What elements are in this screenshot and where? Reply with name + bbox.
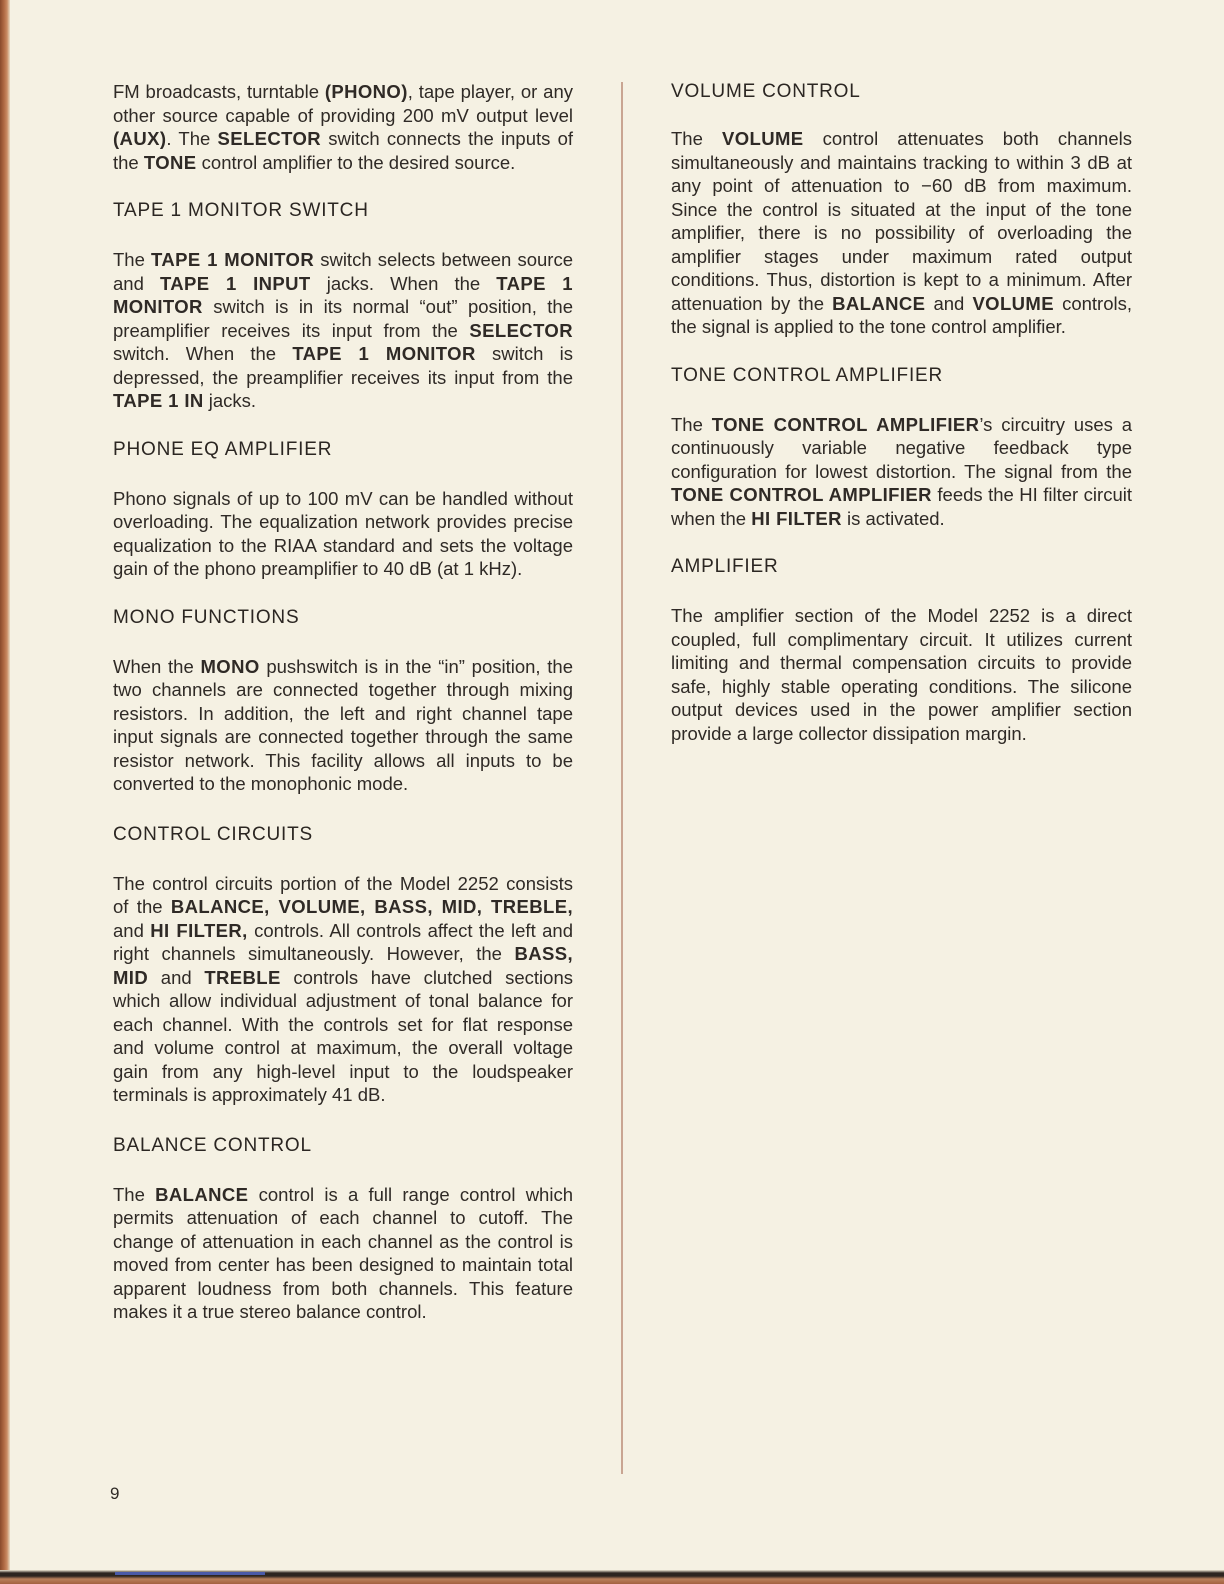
phone-eq-heading: PHONE EQ AMPLIFIER	[113, 438, 333, 460]
control-circuits-paragraph: The control circuits portion of the Model 2252 consists of the BALANCE, VOLUME, BASS, MID, TREBLE, and HI FILTER, controls. All controls affect the left and right channels simultaneously. However, the BASS, MID and TREBLE controls have clutched sections which allow individual adjustment of tonal balance for each channel. With the controls set for flat response and volume control at maximum, the overall voltage gain from any high-level input to the loudspeaker terminals is approximately 41 dB.	[113, 872, 573, 1105]
volume-control-heading: VOLUME CONTROL	[671, 81, 861, 102]
mono-functions-heading: MONO FUNCTIONS	[113, 606, 300, 628]
mono-functions-paragraph: When the MONO pushswitch is in the “in” position, the two channels are connected together through mixing resistors. In addition, the left and right channel tape input signals are connected together through the same resistor network. This facility allows all inputs to be converted to the monophonic mode.	[113, 655, 573, 794]
tone-control-amplifier-paragraph: The TONE CONTROL AMPLIFIER’s circuitry uses a continuously variable negative feedback type configuration for lowest distortion. The signal from the TONE CONTROL AMPLIFIER feeds the HI filter circuit when the HI FILTER is activated.	[671, 413, 1132, 529]
balance-control-paragraph: The BALANCE control is a full range control which permits attenuation of each channel to cutoff. The change of attenuation in each channel as the control is moved from center has been designed to maintain total apparent loudness from both channels. This feature makes it a true stereo balance control.	[113, 1183, 573, 1322]
amplifier-heading: AMPLIFIER	[671, 556, 779, 577]
page-spine-edge	[0, 0, 10, 1584]
intro-paragraph: FM broadcasts, turntable (PHONO), tape player, or any other source capable of providing 200 mV output level (AUX). The SELECTOR switch connects the inputs of the TONE control amplifier to the desired source.	[113, 81, 574, 173]
page-bottom-mark	[115, 1572, 265, 1575]
tape-monitor-heading: TAPE 1 MONITOR SWITCH	[113, 200, 369, 221]
tone-control-amplifier-heading: TONE CONTROL AMPLIFIER	[671, 364, 944, 386]
control-circuits-heading: CONTROL CIRCUITS	[113, 823, 313, 845]
left-column	[113, 80, 573, 1324]
volume-control-paragraph: The VOLUME control attenuates both channels simultaneously and maintains tracking to within 3 dB at any point of attenuation to −60 dB from maximum. Since the control is situated at the input of the tone amplifier, there is no possibility of overloading the amplifier stages under maximum rated output conditions. Thus, distortion is kept to a minimum. After attenuation by the BALANCE and VOLUME controls, the signal is applied to the tone control amplifier.	[671, 128, 1132, 337]
right-column	[671, 80, 1132, 745]
column-divider	[621, 82, 623, 1474]
balance-control-heading: BALANCE CONTROL	[113, 1134, 312, 1156]
page-number: 9	[110, 1484, 120, 1503]
tape-monitor-paragraph: The TAPE 1 MONITOR switch selects between source and TAPE 1 INPUT jacks. When the TAPE 1 MONITOR switch is in its normal “out” position, the preamplifier receives its input from the SELECTOR switch. When the TAPE 1 MONITOR switch is depressed, the preamplifier receives its input from the TAPE 1 IN jacks.	[113, 249, 573, 411]
phone-eq-paragraph: Phono signals of up to 100 mV can be handled without overloading. The equalization network provides precise equalization to the RIAA standard and sets the voltage gain of the phono preamplifier to 40 dB (at 1 kHz).	[113, 487, 573, 579]
amplifier-paragraph: The amplifier section of the Model 2252 is a direct coupled, full complimentary circuit. It utilizes current limiting and thermal compensation circuits to provide safe, highly stable operating conditions. The silicone output devices used in the power amplifier section provide a large collector dissipation margin.	[671, 605, 1132, 744]
